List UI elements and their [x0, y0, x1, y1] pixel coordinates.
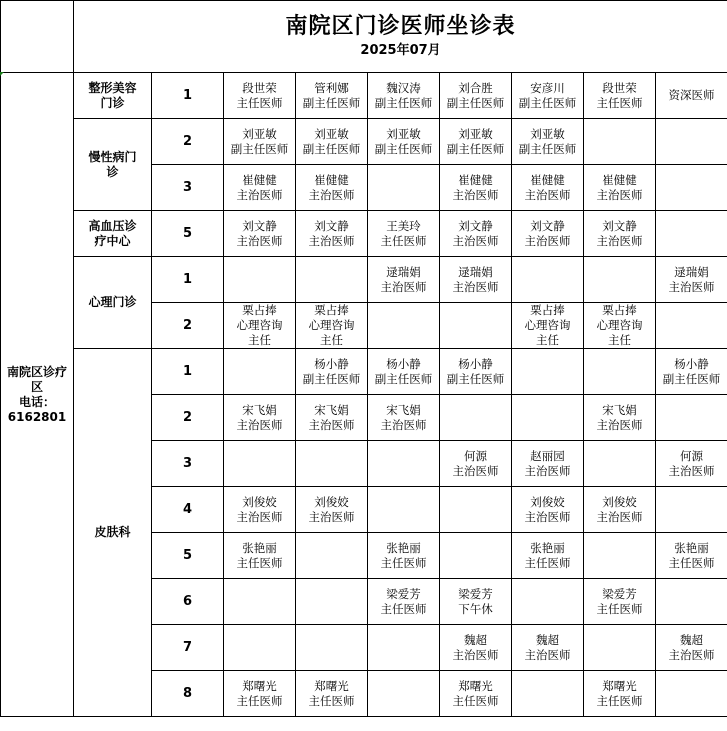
department-name: 心理门诊 [88, 295, 137, 309]
doctor-title: 主治医师 [236, 187, 283, 202]
doctor-name: 张艳丽 [386, 540, 421, 555]
doctor-name: 宋飞娟 [314, 402, 349, 417]
doctor-title: 主治医师 [524, 463, 571, 478]
doctor-title: 副主任医师 [374, 95, 433, 110]
doctor-title: 副主任医师 [446, 95, 505, 110]
doctor-cell [656, 211, 727, 257]
doctor-cell [584, 257, 656, 303]
doctor-title: 副主任医师 [230, 141, 289, 156]
doctor-title: 主治医师 [236, 233, 283, 248]
doctor-name: 刘文静 [458, 218, 493, 233]
doctor-title: 主治医师 [596, 417, 643, 432]
doctor-name: 郑曙光 [602, 678, 637, 693]
side-phone: 6162801 [7, 409, 67, 424]
doctor-title: 副主任医师 [446, 141, 505, 156]
doctor-cell [296, 441, 368, 487]
doctor-cell [440, 303, 512, 349]
room-number: 1 [152, 73, 224, 119]
room-number: 8 [152, 671, 224, 717]
doctor-name: 栗占捧 [530, 303, 565, 317]
doctor-title: 主任医师 [380, 601, 427, 616]
doctor-cell [512, 533, 584, 579]
doctor-cell [368, 349, 440, 395]
doctor-title: 主治医师 [308, 233, 355, 248]
department-name: 皮肤科 [94, 525, 131, 539]
doctor-cell [656, 625, 727, 671]
doctor-title: 副主任医师 [446, 371, 505, 386]
cell-corner-marker [0, 72, 4, 76]
doctor-cell [584, 395, 656, 441]
doctor-title: 心理咨询 [524, 318, 571, 332]
department-name: 慢性病门诊 [88, 149, 137, 179]
doctor-name: 崔健健 [242, 172, 277, 187]
doctor-cell [512, 119, 584, 165]
page-title: 南院区门诊医师坐诊表 [285, 13, 516, 39]
doctor-title: 主任医师 [668, 555, 715, 570]
room-number: 2 [152, 119, 224, 165]
doctor-name: 张艳丽 [242, 540, 277, 555]
doctor-name: 梁爱芳 [602, 586, 637, 601]
doctor-title: 副主任医师 [302, 371, 361, 386]
doctor-name: 崔健健 [458, 172, 493, 187]
doctor-title: 主治医师 [236, 509, 283, 524]
doctor-cell [656, 671, 727, 717]
doctor-cell [584, 211, 656, 257]
doctor-title: 主任 [248, 333, 271, 347]
room-number: 3 [152, 165, 224, 211]
doctor-cell [224, 487, 296, 533]
doctor-cell [584, 73, 656, 119]
doctor-cell [224, 533, 296, 579]
doctor-cell [296, 349, 368, 395]
doctor-name: 刘俊姣 [602, 494, 637, 509]
doctor-title: 副主任医师 [518, 141, 577, 156]
doctor-cell [368, 579, 440, 625]
doctor-name: 杨小静 [314, 356, 349, 371]
doctor-name: 刘俊姣 [242, 494, 277, 509]
doctor-cell [296, 671, 368, 717]
doctor-cell [368, 487, 440, 533]
room-number: 5 [152, 211, 224, 257]
doctor-title: 主治医师 [524, 233, 571, 248]
doctor-title: 主治医师 [524, 509, 571, 524]
doctor-cell [296, 73, 368, 119]
doctor-name: 段世荣 [242, 80, 277, 95]
doctor-cell [440, 165, 512, 211]
room-number: 1 [152, 257, 224, 303]
doctor-title: 主任医师 [452, 693, 499, 708]
doctor-title: 副主任医师 [302, 95, 361, 110]
department-name: 高血压诊疗中心 [88, 218, 137, 248]
doctor-title: 主治医师 [524, 187, 571, 202]
schedule-body [1, 1, 727, 717]
doctor-cell [656, 349, 727, 395]
doctor-name: 宋飞娟 [242, 402, 277, 417]
doctor-cell [440, 625, 512, 671]
doctor-name: 刘亚敏 [530, 126, 565, 141]
doctor-name: 刘文静 [314, 218, 349, 233]
side-name: 南院区诊疗区 [7, 364, 68, 394]
doctor-name: 魏汉涛 [386, 80, 421, 95]
doctor-name: 栗占捧 [314, 303, 349, 317]
doctor-title: 主治医师 [308, 509, 355, 524]
doctor-title: 主治医师 [452, 279, 499, 294]
doctor-cell [296, 625, 368, 671]
doctor-title: 主治医师 [668, 463, 715, 478]
doctor-name: 资深医师 [668, 88, 715, 102]
doctor-cell [584, 625, 656, 671]
doctor-name: 刘亚敏 [458, 126, 493, 141]
doctor-cell [656, 257, 727, 303]
doctor-cell [296, 533, 368, 579]
doctor-cell [224, 119, 296, 165]
page-subtitle: 2025年07月 [360, 42, 441, 58]
doctor-name: 刘俊姣 [530, 494, 565, 509]
doctor-cell [296, 257, 368, 303]
doctor-title: 主治医师 [452, 647, 499, 662]
doctor-name: 刘俊姣 [314, 494, 349, 509]
side-phone-label: 电话： [18, 394, 55, 409]
doctor-title: 主治医师 [668, 279, 715, 294]
doctor-cell [656, 579, 727, 625]
doctor-cell [368, 395, 440, 441]
doctor-title: 主任医师 [308, 693, 355, 708]
doctor-name: 安彦川 [530, 80, 565, 95]
title-cell [74, 1, 727, 73]
doctor-name: 崔健健 [314, 172, 349, 187]
doctor-cell [368, 119, 440, 165]
doctor-name: 杨小静 [386, 356, 421, 371]
doctor-title: 主任医师 [236, 95, 283, 110]
room-number: 6 [152, 579, 224, 625]
doctor-cell [584, 533, 656, 579]
doctor-cell [656, 441, 727, 487]
doctor-cell [512, 211, 584, 257]
title-row [1, 1, 727, 73]
doctor-cell [512, 349, 584, 395]
doctor-name: 刘文静 [530, 218, 565, 233]
doctor-title: 主治医师 [236, 417, 283, 432]
doctor-name: 张艳丽 [530, 540, 565, 555]
doctor-name: 栗占捧 [242, 303, 277, 317]
department-name: 整形美容门诊 [88, 80, 137, 110]
doctor-cell [368, 625, 440, 671]
doctor-cell [224, 441, 296, 487]
doctor-title: 主治医师 [524, 647, 571, 662]
doctor-cell [296, 487, 368, 533]
doctor-cell [224, 625, 296, 671]
doctor-name: 魏超 [536, 632, 559, 647]
doctor-cell [368, 671, 440, 717]
doctor-name: 刘文静 [602, 218, 637, 233]
doctor-cell [584, 119, 656, 165]
doctor-cell [440, 441, 512, 487]
doctor-title: 主任医师 [380, 555, 427, 570]
doctor-cell [512, 303, 584, 349]
doctor-cell [224, 579, 296, 625]
department-cell [74, 73, 152, 119]
doctor-cell [224, 165, 296, 211]
doctor-title: 主治医师 [452, 233, 499, 248]
doctor-name: 刘文静 [242, 218, 277, 233]
doctor-title: 主治医师 [308, 417, 355, 432]
doctor-cell [224, 211, 296, 257]
doctor-name: 梁爱芳 [458, 586, 493, 601]
doctor-cell [512, 73, 584, 119]
room-number: 2 [152, 303, 224, 349]
room-number: 3 [152, 441, 224, 487]
doctor-name: 魏超 [464, 632, 487, 647]
doctor-name: 魏超 [680, 632, 704, 647]
doctor-cell [584, 165, 656, 211]
doctor-title: 主治医师 [380, 417, 427, 432]
doctor-name: 郑曙光 [242, 678, 277, 693]
doctor-cell [296, 119, 368, 165]
doctor-cell [368, 303, 440, 349]
doctor-cell [656, 533, 727, 579]
doctor-title: 副主任医师 [374, 141, 433, 156]
doctor-cell [224, 303, 296, 349]
doctor-name: 刘亚敏 [314, 126, 349, 141]
doctor-name: 刘亚敏 [242, 126, 277, 141]
department-cell [74, 119, 152, 211]
doctor-cell [584, 441, 656, 487]
doctor-title: 主治医师 [668, 647, 715, 662]
doctor-cell [368, 73, 440, 119]
table-row [1, 211, 727, 257]
doctor-cell [584, 487, 656, 533]
doctor-cell [584, 303, 656, 349]
doctor-title: 主治医师 [308, 187, 355, 202]
doctor-title: 主任 [536, 333, 559, 347]
doctor-cell [656, 73, 727, 119]
doctor-cell [368, 165, 440, 211]
doctor-title: 主任医师 [380, 233, 427, 248]
room-number: 2 [152, 395, 224, 441]
corner-cell [1, 1, 74, 73]
doctor-name: 刘合胜 [458, 80, 493, 95]
doctor-title: 副主任医师 [662, 371, 721, 386]
doctor-title: 主治医师 [596, 509, 643, 524]
doctor-cell [440, 533, 512, 579]
doctor-cell [368, 257, 440, 303]
doctor-cell [440, 579, 512, 625]
doctor-title: 副主任医师 [374, 371, 433, 386]
doctor-cell [296, 579, 368, 625]
doctor-name: 刘亚敏 [386, 126, 421, 141]
room-number: 1 [152, 349, 224, 395]
doctor-name: 宋飞娟 [386, 402, 421, 417]
table-row [1, 349, 727, 395]
doctor-cell [368, 211, 440, 257]
room-number: 7 [152, 625, 224, 671]
doctor-cell [296, 165, 368, 211]
doctor-title: 主治医师 [596, 233, 643, 248]
department-cell [74, 211, 152, 257]
doctor-cell [512, 579, 584, 625]
doctor-cell [224, 257, 296, 303]
doctor-title: 副主任医师 [518, 95, 577, 110]
doctor-title: 主任 [608, 333, 631, 347]
doctor-title: 心理咨询 [308, 318, 355, 332]
doctor-name: 郑曙光 [458, 678, 493, 693]
doctor-cell [440, 119, 512, 165]
doctor-cell [656, 119, 727, 165]
doctor-cell [440, 73, 512, 119]
doctor-title: 主任医师 [596, 95, 643, 110]
doctor-cell [368, 441, 440, 487]
doctor-cell [656, 487, 727, 533]
doctor-title: 主治医师 [380, 279, 427, 294]
doctor-title: 主治医师 [452, 187, 499, 202]
doctor-cell [440, 257, 512, 303]
doctor-name: 梁爱芳 [386, 586, 421, 601]
doctor-name: 栗占捧 [602, 303, 637, 317]
doctor-name: 管利娜 [314, 80, 349, 95]
doctor-cell [512, 625, 584, 671]
doctor-cell [224, 671, 296, 717]
doctor-cell [656, 165, 727, 211]
doctor-name: 赵丽园 [530, 448, 565, 463]
doctor-title: 主任医师 [236, 693, 283, 708]
doctor-cell [512, 487, 584, 533]
doctor-cell [584, 579, 656, 625]
doctor-cell [440, 671, 512, 717]
doctor-cell [584, 349, 656, 395]
doctor-title: 主任医师 [596, 693, 643, 708]
doctor-title: 主任医师 [236, 555, 283, 570]
doctor-title: 心理咨询 [236, 318, 283, 332]
doctor-cell [224, 73, 296, 119]
doctor-cell [512, 257, 584, 303]
doctor-cell [296, 395, 368, 441]
doctor-title: 主任医师 [596, 601, 643, 616]
doctor-name: 王美玲 [386, 218, 421, 233]
doctor-title: 下午休 [458, 601, 493, 616]
doctor-name: 杨小静 [458, 356, 493, 371]
table-row [1, 73, 727, 119]
doctor-cell [296, 211, 368, 257]
doctor-name: 何源 [464, 448, 487, 463]
table-row [1, 119, 727, 165]
doctor-cell [296, 303, 368, 349]
doctor-title: 主任医师 [524, 555, 571, 570]
room-number: 5 [152, 533, 224, 579]
doctor-cell [440, 349, 512, 395]
doctor-title: 主治医师 [596, 187, 643, 202]
doctor-cell [512, 671, 584, 717]
doctor-name: 杨小静 [674, 356, 709, 371]
doctor-cell [440, 211, 512, 257]
doctor-name: 逯瑞娟 [674, 264, 709, 279]
doctor-cell [440, 395, 512, 441]
doctor-title: 主任 [320, 333, 343, 347]
doctor-cell [656, 395, 727, 441]
department-cell [74, 349, 152, 717]
doctor-cell [512, 165, 584, 211]
side-info-cell [1, 73, 74, 717]
doctor-name: 崔健健 [530, 172, 565, 187]
doctor-name: 逯瑞娟 [386, 264, 421, 279]
doctor-name: 段世荣 [602, 80, 637, 95]
doctor-title: 心理咨询 [596, 318, 643, 332]
doctor-cell [512, 441, 584, 487]
doctor-name: 崔健健 [602, 172, 637, 187]
room-number: 4 [152, 487, 224, 533]
doctor-name: 郑曙光 [314, 678, 349, 693]
doctor-title: 副主任医师 [302, 141, 361, 156]
doctor-cell [584, 671, 656, 717]
doctor-cell [368, 533, 440, 579]
doctor-cell [224, 395, 296, 441]
doctor-cell [224, 349, 296, 395]
doctor-cell [512, 395, 584, 441]
doctor-cell [656, 303, 727, 349]
doctor-name: 宋飞娟 [602, 402, 637, 417]
doctor-name: 张艳丽 [674, 540, 709, 555]
doctor-title: 主治医师 [452, 463, 499, 478]
doctor-name: 逯瑞娟 [458, 264, 493, 279]
department-cell [74, 257, 152, 349]
doctor-cell [440, 487, 512, 533]
doctor-name: 何源 [680, 448, 704, 463]
table-row [1, 257, 727, 303]
